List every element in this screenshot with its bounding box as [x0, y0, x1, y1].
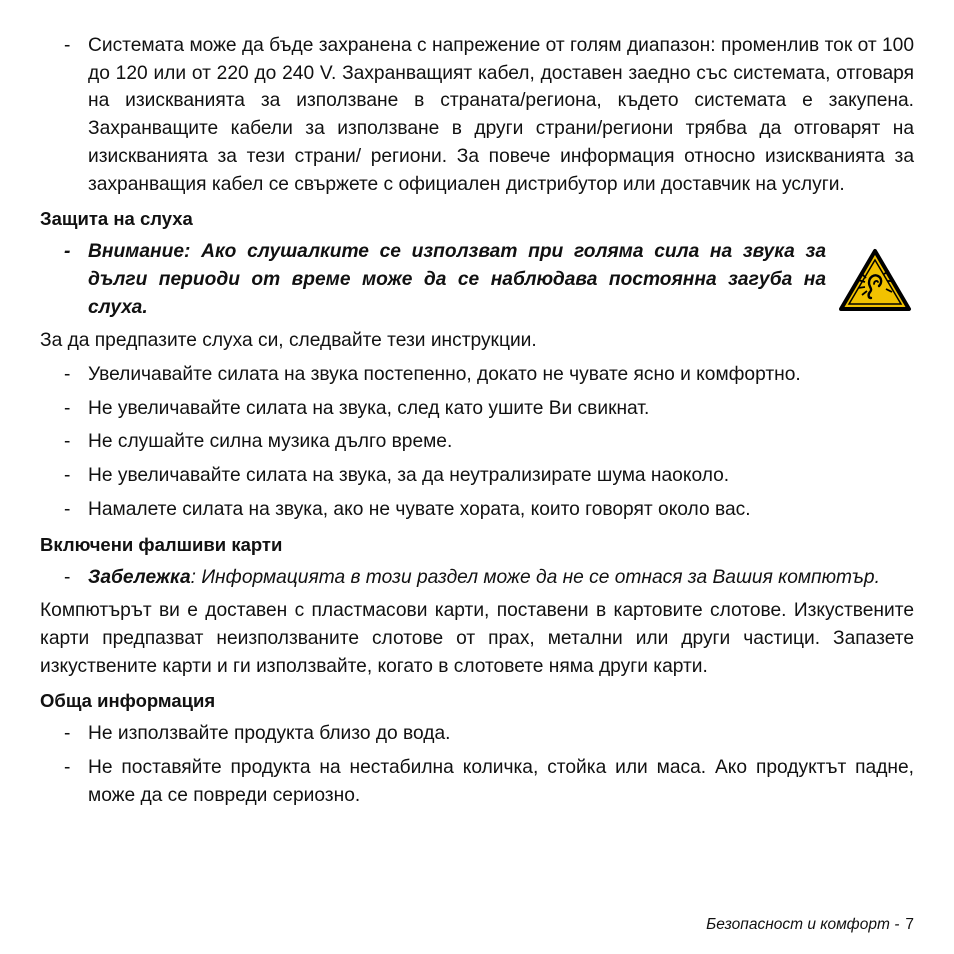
- dummy-cards-body: Компютърът ви е доставен с пластмасови карти, поставени в картовите слотове. Изкуствените карти предпазват неизползваните слотове от прах, метални или други частици. Запазете изкуствените карти и ги използвайте, когато в слотовете няма други карти.: [40, 600, 914, 677]
- bullet-dash: -: [64, 241, 71, 263]
- bullet-dash: -: [64, 723, 71, 745]
- list-item: [40, 361, 914, 389]
- list-item: [40, 720, 914, 748]
- bullet-dash: -: [64, 364, 71, 386]
- bullet-dash: -: [64, 397, 71, 419]
- bullet-dash: -: [64, 465, 71, 487]
- footer-label: Безопасност и комфорт -: [706, 916, 900, 933]
- section-heading-hearing: Защита на слуха: [40, 208, 193, 230]
- hearing-warning-icon: [838, 248, 912, 312]
- bullet-dash: -: [64, 757, 71, 779]
- bullet-dash: -: [64, 35, 71, 56]
- bullet-dash: -: [64, 431, 71, 453]
- page-number: 7: [905, 916, 914, 933]
- bullet-text: Системата може да бъде захранена с напрежение от голям диапазон: променлив ток от 100 до 120 или от 220 до 240 V. Захранващият кабел, доставен заедно със системата, отговаря на изискванията за използване в страната/региона, където системата е закупена. Захранващите кабели за използване в други страни/региони трябва да отговарят на изискванията за тези страни/ региони. За повече информация относно изискванията за захранващия кабел се свържете с официален дистрибутор или доставчик на услуги.: [88, 35, 914, 195]
- page-content: [40, 32, 914, 815]
- hearing-warning: [40, 238, 914, 321]
- list-item: [40, 462, 914, 490]
- hearing-intro: За да предпазите слуха си, следвайте тези инструкции.: [40, 330, 537, 352]
- bullet-text: Не използвайте продукта близо до вода.: [88, 723, 451, 745]
- bullet-text: Увеличавайте силата на звука постепенно, докато не чувате ясно и комфортно.: [88, 364, 801, 386]
- bullet-dash: -: [64, 566, 71, 588]
- bullet-text: Не слушайте силна музика дълго време.: [88, 431, 453, 453]
- bullet-text: Намалете силата на звука, ако не чувате хората, които говорят около вас.: [88, 498, 751, 520]
- section-heading-dummy-cards: Включени фалшиви карти: [40, 533, 283, 555]
- list-item: [40, 395, 914, 423]
- bullet-text: Не увеличавайте силата на звука, след като ушите Ви свикнат.: [88, 397, 650, 419]
- note-item: [40, 564, 914, 592]
- note-text: : Информацията в този раздел може да не се отнася за Вашия компютър.: [190, 566, 880, 588]
- list-item: [40, 754, 914, 809]
- warning-item: [40, 238, 826, 321]
- bullet-text: Не поставяйте продукта на нестабилна количка, стойка или маса. Ако продуктът падне, може да се повреди сериозно.: [88, 757, 914, 806]
- bullet-text: Не увеличавайте силата на звука, за да неутрализирате шума наоколо.: [88, 465, 730, 487]
- section-heading-general: Обща информация: [40, 690, 216, 712]
- bullet-dash: -: [64, 498, 71, 520]
- list-item: [40, 496, 914, 524]
- note-label: Забележка: [88, 566, 191, 588]
- page-footer: [706, 916, 914, 934]
- list-item: [40, 428, 914, 456]
- list-item: [40, 32, 914, 198]
- warning-text: Внимание: Ако слушалките се използват при голяма сила на звука за дълги периоди от време може да се наблюдава постоянна загуба на слуха.: [88, 241, 826, 318]
